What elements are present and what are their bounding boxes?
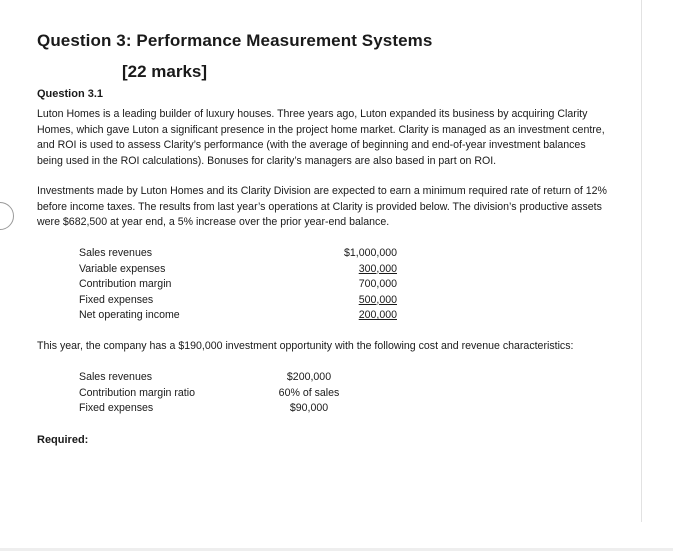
row-value: $1,000,000 [343, 247, 397, 259]
results-paragraph: Investments made by Luton Homes and its Clarity Division are expected to earn a minimum required rate of return of 12% before income taxes. The results from last year’s operations at Clarity is provided below. The division’s productive assets were $682,500 at year end, a 5% increase over the prior year-end balance. [37, 185, 607, 228]
marks-label: [22 marks] [122, 62, 208, 81]
table-row [79, 263, 409, 278]
row-value: $90,000 [289, 402, 329, 414]
row-value: 700,000 [358, 278, 397, 290]
row-label: Sales revenues [79, 247, 153, 259]
page-right-border [641, 0, 642, 522]
question-subheading: Question 3.1 [37, 88, 104, 100]
scroll-handle-circle[interactable] [0, 202, 14, 230]
row-label: Fixed expenses [79, 402, 154, 414]
row-label: Net operating income [79, 309, 180, 321]
opportunity-table [79, 371, 399, 421]
row-label: Fixed expenses [79, 293, 154, 306]
opportunity-paragraph: This year, the company has a $190,000 investment opportunity with the following cost and revenue characteristics: [37, 340, 574, 352]
row-value: 200,000 [358, 309, 397, 321]
table-row [79, 309, 409, 324]
table-row [79, 247, 409, 262]
table-row [79, 371, 399, 386]
question-title: Question 3: Performance Measurement Systems [37, 31, 433, 50]
row-label: Variable expenses [79, 262, 166, 275]
table-row [79, 294, 409, 309]
row-value: 300,000 [358, 262, 397, 275]
row-label: Contribution margin [79, 278, 172, 290]
results-table [79, 247, 409, 327]
required-heading: Required: [37, 434, 89, 446]
table-row [79, 278, 409, 293]
intro-paragraph: Luton Homes is a leading builder of luxury houses. Three years ago, Luton expanded its business by acquiring Clarity Homes, which gave Luton a significant presence in the project home market. Clarity is managed as an investment centre, and ROI is used to assess Clarity’s performance (with the average of beginning and end-of-year investment balances being used in the ROI calculations). Bonuses for clarity’s managers are also based in part on ROI. [37, 108, 605, 167]
row-value: 60% of sales [278, 386, 340, 399]
row-label: Contribution margin ratio [79, 386, 195, 399]
row-value: 500,000 [358, 293, 397, 306]
row-value: $200,000 [286, 371, 332, 383]
table-row [79, 387, 399, 402]
row-label: Sales revenues [79, 371, 153, 383]
table-row [79, 402, 399, 417]
